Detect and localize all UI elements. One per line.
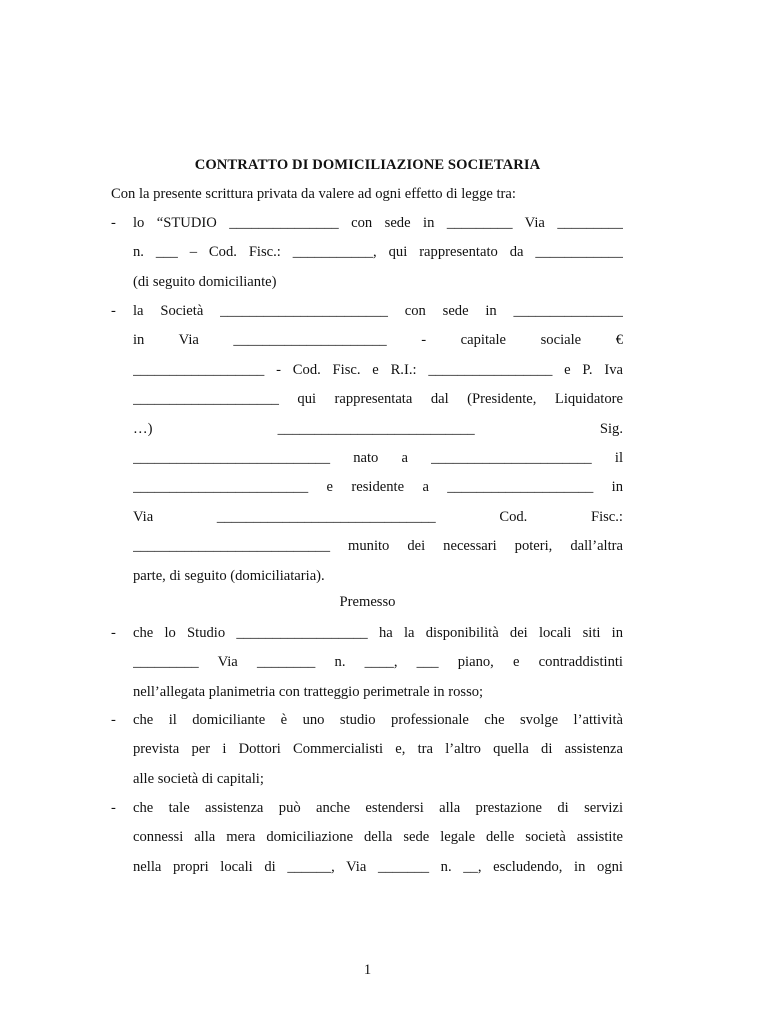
clause-line: ________________________ e residente a ____________________ in [133, 479, 623, 496]
clause-line: che tale assistenza può anche estendersi alla prestazione di servizi [133, 800, 623, 816]
premesso-heading: Premesso [339, 594, 396, 610]
clause-line: Via ______________________________ Cod. Fisc.: [133, 508, 623, 525]
premise-text [133, 706, 623, 794]
document-title: CONTRATTO DI DOMICILIAZIONE SOCIETARIA [194, 157, 541, 173]
clause-line: connessi alla mera domiciliazione della sede legale delle società assistite [133, 829, 623, 846]
clause-line: nell’allegata planimetria con tratteggio perimetrale in rosso; [133, 683, 484, 700]
list-dash: - [111, 712, 116, 728]
party-studio-text [133, 209, 623, 297]
intro-paragraph: Con la presente scrittura privata da valere ad ogni effetto di legge tra: [111, 186, 516, 202]
clause-line: …) ___________________________ Sig. [133, 420, 623, 437]
clause-line: (di seguito domiciliante) [133, 273, 277, 290]
clause-line: lo “STUDIO _______________ con sede in _________ Via _________ [133, 215, 623, 231]
party-company-text [133, 297, 623, 591]
premise-text [133, 794, 623, 882]
list-dash: - [111, 800, 116, 816]
clause-line: _________ Via ________ n. ____, ___ piano, e contraddistinti [133, 654, 623, 671]
clause-line: ___________________________ nato a ______________________ il [133, 449, 623, 466]
clause-line: n. ___ – Cod. Fisc.: ___________, qui rappresentato da ____________ [133, 244, 623, 261]
clause-line: la Società _______________________ con sede in _______________ [133, 303, 623, 319]
list-dash: - [111, 215, 116, 231]
clause-line: in Via _____________________ - capitale sociale € [133, 332, 623, 349]
premise-text [133, 619, 623, 707]
clause-line: alle società di capitali; [133, 770, 264, 787]
page-number: 1 [363, 962, 372, 978]
clause-line: ___________________________ munito dei necessari poteri, dall’altra [133, 538, 623, 555]
clause-line: __________________ - Cod. Fisc. e R.I.: _________________ e P. Iva [133, 361, 623, 378]
clause-line: che il domiciliante è uno studio professionale che svolge l’attività [133, 712, 623, 728]
clause-line: prevista per i Dottori Commercialisti e, tra l’altro quella di assistenza [133, 741, 623, 758]
clause-line: ____________________ qui rappresentata dal (Presidente, Liquidatore [133, 391, 623, 408]
clause-line: parte, di seguito (domiciliataria). [133, 567, 325, 584]
list-dash: - [111, 303, 116, 319]
clause-line: nella propri locali di ______, Via _______ n. __, escludendo, in ogni [133, 858, 623, 875]
list-dash: - [111, 625, 116, 641]
clause-line: che lo Studio __________________ ha la disponibilità dei locali siti in [133, 625, 623, 641]
